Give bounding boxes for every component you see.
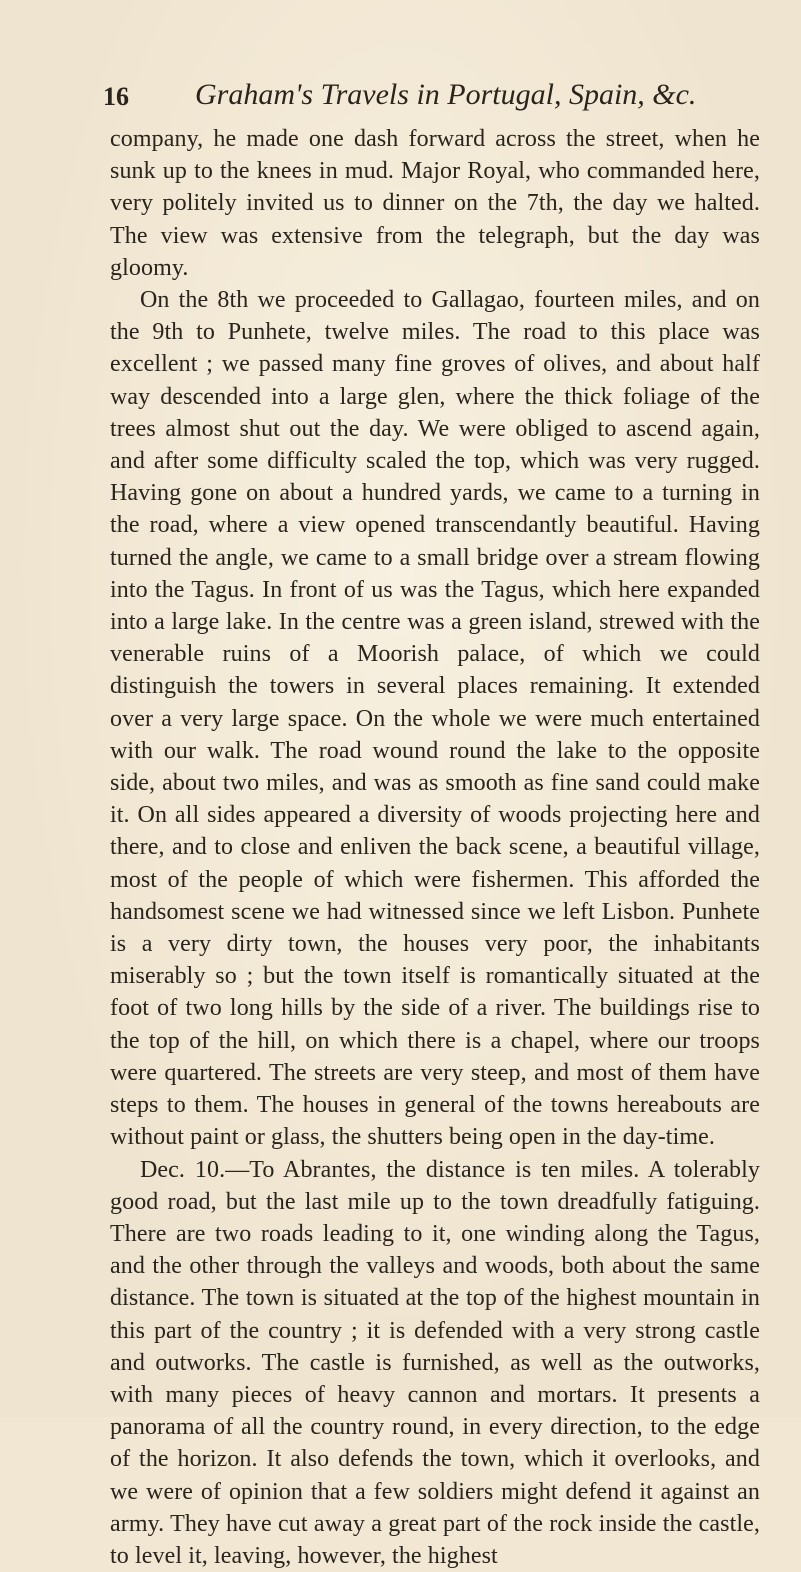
paragraph-abrantes: Dec. 10.—To Abrantes, the distance is ten miles. A tolerably good road, but the last mile up to the town dreadfully fatiguing. There are two roads leading to it, one winding along the Tagus, and the other through the valleys and woods, both about the same distance. The town is situated at the top of the highest mountain in this part of the country ; it is defended with a very strong castle and outworks. The castle is furnished, as well as the outworks, with many pieces of heavy cannon and mortars. It presents a panorama of all the country round, in every direction, to the edge of the horizon. It also defends the town, which it overlooks, and we were of opinion that a few soldiers might defend it against an army. They have cut away a great part of the rock inside the castle, to level it, leaving, however, the highest (110, 1154, 760, 1572)
page-number: 16 (103, 82, 129, 112)
body-text (110, 123, 760, 1572)
paragraph-continuation: company, he made one dash forward across the street, when he sunk up to the knees in mud. Major Royal, who commanded here, very politely invited us to dinner on the 7th, the day we halted. The view was extensive from the telegraph, but the day was gloomy. (110, 123, 760, 284)
page-header (103, 78, 743, 118)
paragraph-punhete: On the 8th we proceeded to Gallagao, fourteen miles, and on the 9th to Punhete, twelve miles. The road to this place was excellent ; we passed many fine groves of olives, and about half way descended into a large glen, where the thick foliage of the trees almost shut out the day. We were obliged to ascend again, and after some difficulty scaled the top, which was very rugged. Having gone on about a hundred yards, we came to a turning in the road, where a view opened transcendantly beautiful. Having turned the angle, we came to a small bridge over a stream flowing into the Tagus. In front of us was the Tagus, which here expanded into a large lake. In the centre was a green island, strewed with the venerable ruins of a Moorish palace, of which we could distinguish the towers in several places remaining. It extended over a very large space. On the whole we were much entertained with our walk. The road wound round the lake to the opposite side, about two miles, and was as smooth as fine sand could make it. On all sides appeared a diversity of woods projecting here and there, and to close and enliven the back scene, a beautiful village, most of the people of which were fishermen. This afforded the handsomest scene we had witnessed since we left Lisbon. Punhete is a very dirty town, the houses very poor, the inhabitants miserably so ; but the town itself is romantically situated at the foot of two long hills by the side of a river. The buildings rise to the top of the hill, on which there is a chapel, where our troops were quartered. The streets are very steep, and most of them have steps to them. The houses in general of the towns hereabouts are without paint or glass, the shutters being open in the day-time. (110, 284, 760, 1153)
running-title: Graham's Travels in Portugal, Spain, &c. (195, 78, 696, 112)
